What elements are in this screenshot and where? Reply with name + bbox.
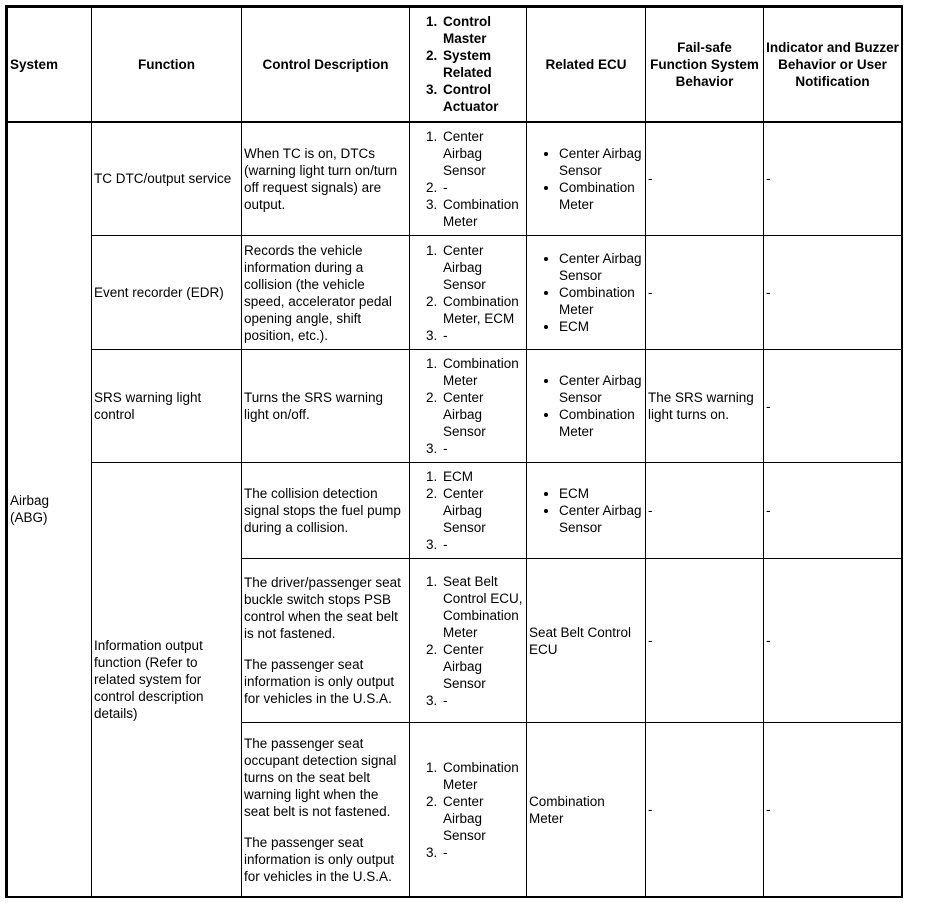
ecu-cell: Seat Belt Control ECU bbox=[527, 559, 646, 723]
ecu-cell: Combination Meter bbox=[527, 723, 646, 897]
fail-safe-cell: The SRS warning light turns on. bbox=[646, 350, 764, 463]
system-cell: Airbag (ABG) bbox=[8, 122, 92, 897]
header-control-actuator: 3. Control Actuator bbox=[441, 81, 524, 115]
header-function: Function bbox=[92, 8, 242, 122]
ecu-item: • Center Airbag Sensor bbox=[559, 502, 643, 536]
control-list bbox=[412, 759, 524, 861]
ecu-item: • Combination Meter bbox=[559, 406, 643, 440]
control-item: 1. Center Airbag Sensor bbox=[441, 242, 524, 293]
header-control-list bbox=[410, 8, 527, 122]
control-item: 3. - bbox=[441, 692, 524, 709]
description-text: The driver/passenger seat buckle switch stops PSB control when the seat belt is not fastened. bbox=[244, 575, 401, 641]
control-list bbox=[412, 468, 524, 553]
ecu-item: • Center Airbag Sensor bbox=[559, 250, 643, 284]
description-text: The collision detection signal stops the fuel pump during a collision. bbox=[244, 486, 401, 535]
header-system: System bbox=[8, 8, 92, 122]
control-list bbox=[412, 573, 524, 709]
ecu-item: • ECM bbox=[559, 485, 643, 502]
control-item: 1. Combination Meter bbox=[441, 355, 524, 389]
control-item: 1. Combination Meter bbox=[441, 759, 524, 793]
control-item: 2. Combination Meter, ECM bbox=[441, 293, 524, 327]
airbag-function-table bbox=[7, 7, 902, 897]
ecu-list bbox=[529, 372, 643, 440]
ecu-cell bbox=[527, 463, 646, 559]
control-item: 2. Center Airbag Sensor bbox=[441, 389, 524, 440]
fail-safe-cell: - bbox=[646, 122, 764, 236]
table-row bbox=[8, 350, 902, 463]
description-cell bbox=[242, 559, 410, 723]
header-control-master: 1. Control Master bbox=[441, 13, 524, 47]
description-text: When TC is on, DTCs (warning light turn on/turn off request signals) are output. bbox=[244, 145, 398, 212]
ecu-item: • Center Airbag Sensor bbox=[559, 145, 643, 179]
ecu-item: • Combination Meter bbox=[559, 284, 643, 318]
control-cell bbox=[410, 559, 527, 723]
ecu-cell bbox=[527, 350, 646, 463]
ecu-item: • Center Airbag Sensor bbox=[559, 372, 643, 406]
indicator-cell: - bbox=[764, 559, 902, 723]
control-item: 1. ECM bbox=[441, 468, 524, 485]
function-cell: Information output function (Refer to related system for control description details) bbox=[92, 463, 242, 897]
indicator-cell: - bbox=[764, 236, 902, 350]
control-item: 3. - bbox=[441, 440, 524, 457]
description-text: Turns the SRS warning light on/off. bbox=[244, 390, 384, 422]
control-item: 1. Center Airbag Sensor bbox=[441, 128, 524, 179]
control-list bbox=[412, 128, 524, 230]
ecu-cell bbox=[527, 122, 646, 236]
function-cell: TC DTC/output service bbox=[92, 122, 242, 236]
header-row bbox=[8, 8, 902, 122]
control-cell bbox=[410, 723, 527, 897]
function-cell: SRS warning light control bbox=[92, 350, 242, 463]
indicator-cell: - bbox=[764, 463, 902, 559]
description-text: Records the vehicle information during a collision (the vehicle speed, accelerator pedal opening angle, shift position, etc.). bbox=[244, 242, 392, 343]
fail-safe-cell: - bbox=[646, 236, 764, 350]
ecu-list bbox=[529, 485, 643, 536]
control-item: 3. - bbox=[441, 844, 524, 861]
control-cell bbox=[410, 350, 527, 463]
control-item: 3. Combination Meter bbox=[441, 196, 524, 230]
control-item: 2. - bbox=[441, 179, 524, 196]
header-control-description: Control Description bbox=[242, 8, 410, 122]
description-cell bbox=[242, 350, 410, 463]
control-list bbox=[412, 355, 524, 457]
ecu-list bbox=[529, 250, 643, 335]
ecu-list bbox=[529, 145, 643, 213]
table-row bbox=[8, 236, 902, 350]
header-control-numbered-list bbox=[412, 13, 524, 115]
fail-safe-cell: - bbox=[646, 463, 764, 559]
control-item: 2. Center Airbag Sensor bbox=[441, 485, 524, 536]
description-cell bbox=[242, 463, 410, 559]
control-cell bbox=[410, 122, 527, 236]
control-item: 2. Center Airbag Sensor bbox=[441, 793, 524, 844]
description-note: The passenger seat information is only output for vehicles in the U.S.A. bbox=[244, 657, 395, 706]
table-row bbox=[8, 463, 902, 559]
header-indicator: Indicator and Buzzer Behavior or User Notification bbox=[764, 8, 902, 122]
indicator-cell: - bbox=[764, 350, 902, 463]
ecu-item: • ECM bbox=[559, 318, 643, 335]
description-note: The passenger seat information is only output for vehicles in the U.S.A. bbox=[244, 834, 395, 884]
fail-safe-cell: - bbox=[646, 559, 764, 723]
function-cell: Event recorder (EDR) bbox=[92, 236, 242, 350]
ecu-cell bbox=[527, 236, 646, 350]
ecu-item: • Combination Meter bbox=[559, 179, 643, 213]
control-item: 3. - bbox=[441, 536, 524, 553]
fail-safe-cell: - bbox=[646, 723, 764, 897]
header-system-related: 2. System Related bbox=[441, 47, 524, 81]
spec-sheet bbox=[5, 5, 903, 898]
header-related-ecu: Related ECU bbox=[527, 8, 646, 122]
header-fail-safe: Fail-safe Function System Behavior bbox=[646, 8, 764, 122]
indicator-cell: - bbox=[764, 122, 902, 236]
indicator-cell: - bbox=[764, 723, 902, 897]
control-cell bbox=[410, 463, 527, 559]
control-item: 2. Center Airbag Sensor bbox=[441, 641, 524, 692]
description-cell bbox=[242, 236, 410, 350]
control-cell bbox=[410, 236, 527, 350]
description-text: The passenger seat occupant detection signal turns on the seat belt warning light when the seat belt is not fastened. bbox=[244, 735, 397, 819]
control-item: 3. - bbox=[441, 327, 524, 344]
table-row bbox=[8, 122, 902, 236]
control-list bbox=[412, 242, 524, 344]
description-cell bbox=[242, 122, 410, 236]
control-item: 1. Seat Belt Control ECU, Combination Meter bbox=[441, 573, 524, 641]
description-cell bbox=[242, 723, 410, 897]
